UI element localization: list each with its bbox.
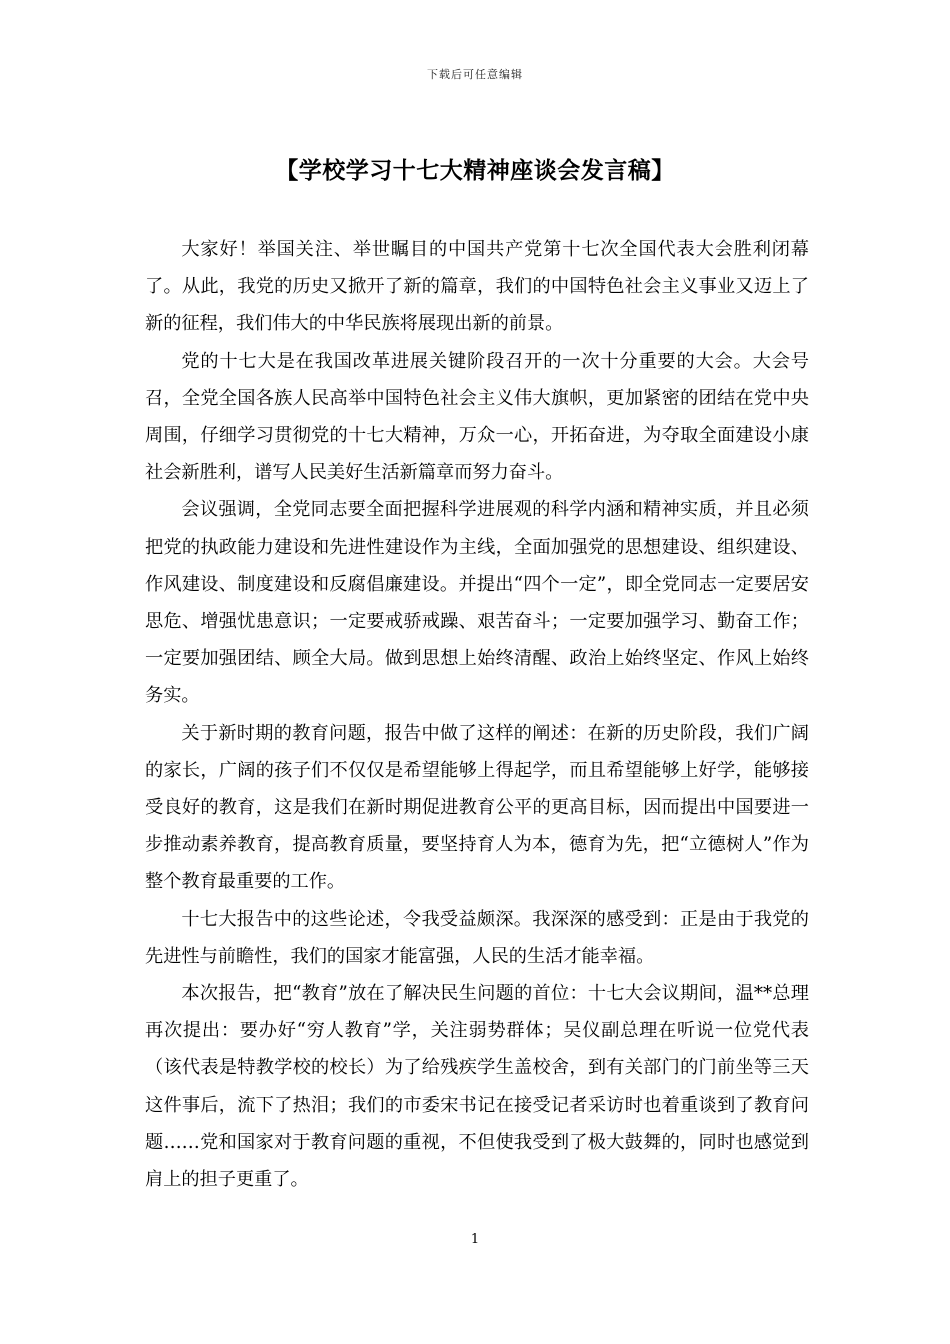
paragraph: 会议强调，全党同志要全面把握科学进展观的科学内涵和精神实质，并且必须把党的执政能力建设和先进性建设作为主线，全面加强党的思想建设、组织建设、作风建设、制度建设和反腐倡廉建设。并提出“四个一定”，即全党同志一定要居安思危、增强忧患意识；一定要戒骄戒躁、艰苦奋斗；一定要加强学习、勤奋工作；一定要加强团结、顾全大局。做到思想上始终清醒、政治上始终坚定、作风上始终务实。	[145, 499, 809, 707]
paragraph: 大家好！举国关注、举世瞩目的中国共产党第十七次全国代表大会胜利闭幕了。从此，我党的历史又掀开了新的篇章，我们的中国特色社会主义事业又迈上了新的征程，我们伟大的中华民族将展现出新的前景。	[145, 239, 809, 335]
header-note: 下载后可任意编辑	[427, 68, 523, 81]
paragraph: 党的十七大是在我国改革进展关键阶段召开的一次十分重要的大会。大会号召，全党全国各族人民高举中国特色社会主义伟大旗帜，更加紧密的团结在党中央周围，仔细学习贯彻党的十七大精神，万众一心，开拓奋进，为夺取全面建设小康社会新胜利，谱写人民美好生活新篇章而努力奋斗。	[145, 350, 809, 484]
paragraph: 十七大报告中的这些论述，令我受益颇深。我深深的感受到：正是由于我党的先进性与前瞻性，我们的国家才能富强，人民的生活才能幸福。	[145, 908, 809, 967]
paragraph: 本次报告，把“教育”放在了解决民生问题的首位：十七大会议期间，温**总理再次提出：要办好“穷人教育”学，关注弱势群体；吴仪副总理在听说一位党代表（该代表是特教学校的校长）为了给残疾学生盖校舍，到有关部门的门前坐等三天这件事后，流下了热泪；我们的市委宋书记在接受记者采访时也着重谈到了教育问题……党和国家对于教育问题的重视，不但使我受到了极大鼓舞的，同时也感觉到肩上的担子更重了。	[145, 983, 809, 1191]
document-body	[145, 231, 809, 1198]
document-title: 【学校学习十七大精神座谈会发言稿】	[275, 158, 675, 184]
page-number: 1	[470, 1232, 480, 1247]
paragraph: 关于新时期的教育问题，报告中做了这样的阐述：在新的历史阶段，我们广阔的家长，广阔的孩子们不仅仅是希望能够上得起学，而且希望能够上好学，能够接受良好的教育，这是我们在新时期促进教育公平的更高目标，因而提出中国要进一步推动素养教育，提高教育质量，要坚持育人为本，德育为先，把“立德树人”作为整个教育最重要的工作。	[145, 722, 809, 893]
